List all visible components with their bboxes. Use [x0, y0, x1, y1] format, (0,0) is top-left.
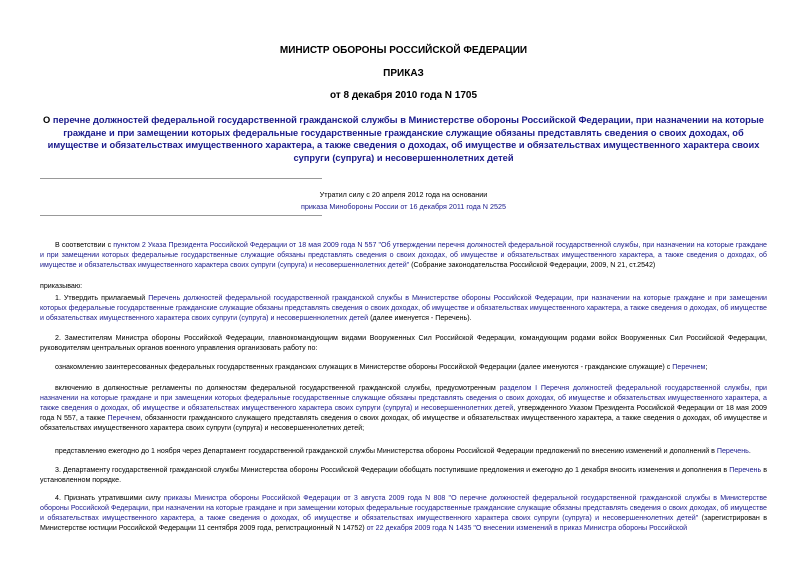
p6-tail: , обязанности гражданского служащего представлять сведения о своих доходах, об имуществе и обязательствах имущественного характера, а также сведения о доходах, об имуществе и обязательствах имущественного характера своих супруги (супруга) и несовершеннолетних детей;	[40, 414, 767, 432]
expiry-order-link[interactable]: приказа Минобороны России от 16 декабря 2011 года N 2525	[301, 202, 506, 211]
paragraph-2: 2. Заместителям Министра обороны Российской Федерации, главнокомандующим видами Вооруженных Сил Российской Федерации, командующим родами войск Вооруженных Сил Российской Федерации, руководителям центральных органов военного управления организовать работу по:	[40, 334, 767, 352]
divider-top	[40, 178, 322, 179]
paragraph-3	[40, 465, 767, 485]
doc-type-heading: ПРИКАЗ	[383, 68, 424, 79]
p5-tail: ;	[705, 363, 708, 371]
title-link[interactable]: перечне должностей федеральной государственной гражданской службы в Министерстве обороны Российской Федерации, при назначении на которые граждане и при замещении которых федеральные государственные гражданские служащие обязаны представлять сведения о своих доходах, об имуществе и обязательствах имущественного характера, а также сведения о доходах, об имуществе и обязательствах имущественного характера своих супруги (супруга) и несовершеннолетних детей	[47, 115, 764, 163]
list-link-2[interactable]: Перечнем	[672, 363, 706, 371]
p5-text: ознакомлению заинтересованных федеральных государственных гражданских служащих в Министерстве обороны Российской Федерации (далее именуются - гражданские служащие) с	[55, 363, 673, 371]
divider-bottom	[40, 215, 322, 216]
title-prefix: О	[43, 115, 53, 125]
document-title	[40, 114, 767, 164]
orders-link[interactable]: приказы Министра обороны Российской Федерации от 3 августа 2009 года N 808 "О перечне должностей федеральной государственной гражданской службы в Министерстве обороны Российской Федерации, при назначении на которые граждане и при замещении которых федеральные государственные гражданские служащие обязаны представлять сведения о своих доходах, об имуществе и обязательствах имущественного характера, а также сведения о доходах, об имуществе и обязательствах имущественного характера своих супруги (супруга) и несовершеннолетних детей"	[40, 494, 767, 522]
p9-mid: (зарегистрирован в Министерстве юстиции Российской Федерации 11 сентября 2009 года, регистрационный N 14752)	[40, 514, 767, 532]
decree-title-link[interactable]: "Об утверждении перечня должностей федеральной государственной службы, при назначении на которые граждане и при замещении которых федеральные государственные служащие обязаны представлять сведения о своих доходах, об имуществе и обязательствах имущественного характера, а также сведения о доходах, об имуществе и обязательствах имущественного характера своих супруги (супруга) и несовершеннолетних детей"	[40, 241, 768, 269]
paragraph-submit	[40, 446, 767, 456]
expiry-note	[40, 189, 767, 213]
paragraph-1	[40, 293, 767, 323]
p8-text: 3. Департаменту государственной гражданской службы Министерства обороны Российской Федерации обобщать поступившие предложения и ежегодно до 1 декабря вносить изменения и дополнения в	[55, 466, 730, 474]
list-link-5[interactable]: Перечень	[729, 466, 762, 474]
p1-source: (Собрание законодательства Российской Федерации, 2009, N 21, ст.2542)	[409, 261, 656, 269]
p7-text: представлению ежегодно до 1 ноября через Департамент государственной гражданской службы Министерства обороны Российской Федерации предложений по внесению изменений и дополнений в	[55, 447, 717, 455]
ministry-heading: МИНИСТР ОБОРОНЫ РОССИЙСКОЙ ФЕДЕРАЦИИ	[279, 45, 528, 56]
paragraph-order: приказываю:	[40, 282, 83, 290]
p9-text: 4. Признать утратившими силу	[55, 494, 164, 502]
p8-tail: в установленном порядке.	[40, 466, 767, 484]
amendment-order-link[interactable]: от 22 декабря 2009 года N 1435 "О внесении изменений в приказ Министра обороны Российской	[366, 524, 688, 532]
p3-text: 1. Утвердить прилагаемый	[55, 294, 149, 302]
p6-text: включению в должностные регламенты по должностям федеральной государственной гражданской службы, предусмотренным	[55, 384, 500, 392]
expiry-line: Утратил силу с 20 апреля 2012 года на основании	[319, 190, 488, 199]
p7-tail: .	[748, 447, 751, 455]
section-link[interactable]: разделом I Перечня должностей федеральной государственной службы, при назначении на которые граждане и при замещении которых федеральные государственные служащие обязаны представлять сведения о своих доходах, об имуществе и обязательствах имущественного характера, а также сведения о доходах, об имуществе и обязательствах имущественного характера своих супруги (супруга) и несовершеннолетних детей	[40, 384, 768, 412]
list-link-4[interactable]: Перечень	[716, 447, 749, 455]
doc-date-number: от 8 декабря 2010 года N 1705	[329, 90, 478, 101]
paragraph-basis	[40, 240, 767, 270]
decree-point-link[interactable]: пунктом 2 Указа Президента Российской Федерации от 18 мая 2009 года N 557	[113, 241, 377, 249]
paragraph-4	[40, 493, 767, 565]
paragraph-familiarize	[40, 362, 767, 372]
p6-mid: , утвержденного Указом Президента Российской Федерации от 18 мая 2009 года N 557, а также	[40, 404, 767, 422]
p3-tail: (далее именуется - Перечень).	[368, 314, 472, 322]
list-link-3[interactable]: Перечнем	[107, 414, 141, 422]
paragraph-include	[40, 383, 767, 433]
p1-text: В соответствии с	[55, 241, 114, 249]
list-link[interactable]: Перечень должностей федеральной государственной гражданской службы в Министерстве обороны Российской Федерации, при назначении на которые граждане и при замещении которых федеральные государственные гражданские служащие обязаны представлять сведения о своих доходах, об имуществе и обязательствах имущественного характера, а также сведения о доходах, об имуществе и обязательствах имущественного характера своих супруги (супруга) и несовершеннолетних детей	[40, 294, 767, 322]
